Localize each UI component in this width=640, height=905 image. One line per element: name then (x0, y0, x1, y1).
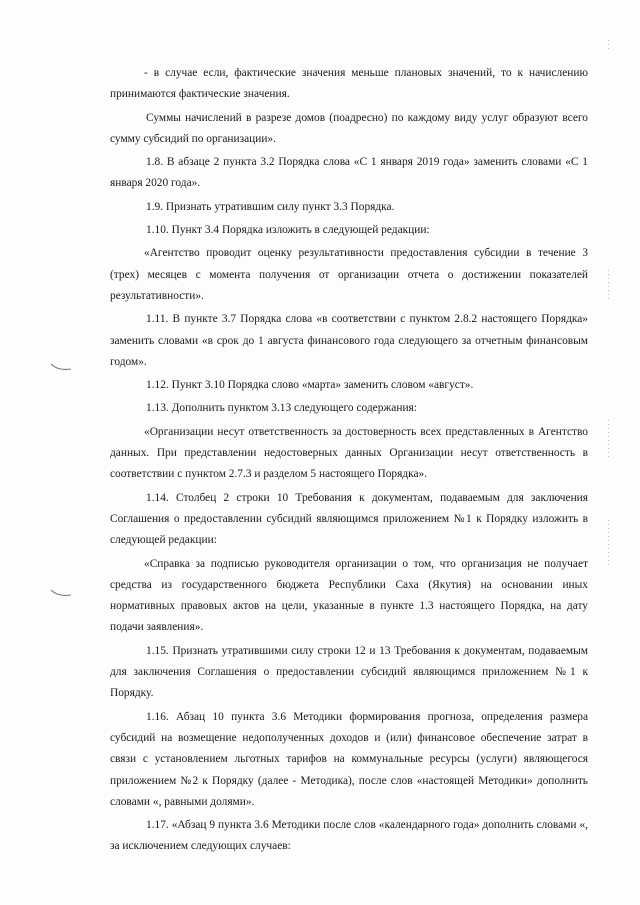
scan-edge-noise (608, 270, 612, 302)
paragraph: «Агентство проводит оценку результативности предоставления субсидии в течение 3 (трех) месяцев с момента получения от организации отчета о достижении показателей результативности». (110, 247, 588, 302)
paragraph: Суммы начислений в разрезе домов (поадресно) по каждому виду услуг образуют всего сумму субсидий по организации». (110, 111, 588, 145)
paragraph: 1.17. «Абзац 9 пункта 3.6 Методики после слов «календарного года» дополнить словами «, за исключением следующих случаев: (110, 819, 588, 853)
scan-edge-noise (608, 520, 612, 568)
paragraph: 1.12. Пункт 3.10 Порядка слово «марта» заменить словом «август». (146, 379, 474, 392)
punch-hole-mark (50, 588, 72, 598)
paragraph: 1.14. Столбец 2 строки 10 Требования к документам, подаваемым для заключения Соглашения о предоставлении субсидий являющимся приложением №1 к Порядку изложить в следующей редакции: (110, 491, 588, 547)
paragraph: 1.13. Дополнить пунктом 3.13 следующего содержания: (146, 402, 417, 415)
scan-edge-noise (608, 420, 612, 460)
paragraph: 1.16. Абзац 10 пункта 3.6 Методики формирования прогноза, определения размера субсидий на возмещение недополученных доходов и (или) финансовое обеспечение затрат в связи с установлением льготных тарифов на коммунальные ресурсы (услуги) являющегося приложением №2 к Порядку (далее - Методика), после слов «настоящей Методики» дополнить словами «, равными долями». (110, 710, 588, 808)
paragraph: 1.9. Признать утратившим силу пункт 3.3 Порядка. (146, 200, 395, 213)
paragraph: - в случае если, фактические значения меньше плановых значений, то к начислению принимаются фактические значения. (110, 67, 588, 101)
paragraph: 1.11. В пункте 3.7 Порядка слова «в соответствии с пунктом 2.8.2 настоящего Порядка» заменить словами «в срок до 1 августа финансового года следующего за отчетным финансовым годом». (110, 313, 588, 368)
punch-hole-mark (50, 362, 72, 372)
paragraph: «Справка за подписью руководителя организации о том, что организация не получает средства из государственного бюджета Республики Саха (Якутия) на основании иных нормативных правовых актов на цели, указанные в пункте 1.3 настоящего Порядка, на дату подачи заявления». (110, 557, 588, 634)
paragraph: 1.10. Пункт 3.4 Порядка изложить в следующей редакции: (146, 224, 430, 237)
scan-edge-noise (608, 40, 612, 52)
paragraph: «Организации несут ответственность за достоверность всех представленных в Агентство данных. При представлении недостоверных данных Организации несут ответственность в соответствии с пунктом 2.7.3 и разделом 5 настоящего Порядка». (110, 425, 588, 481)
document-body (110, 63, 588, 860)
paragraph: 1.15. Признать утратившими силу строки 12 и 13 Требования к документам, подаваемым для заключения Соглашения о предоставлении субсидий являющимся приложением №1 к Порядку. (110, 644, 588, 700)
paragraph: 1.8. В абзаце 2 пункта 3.2 Порядка слова «С 1 января 2019 года» заменить словами «С 1 января 2020 года». (110, 156, 588, 190)
